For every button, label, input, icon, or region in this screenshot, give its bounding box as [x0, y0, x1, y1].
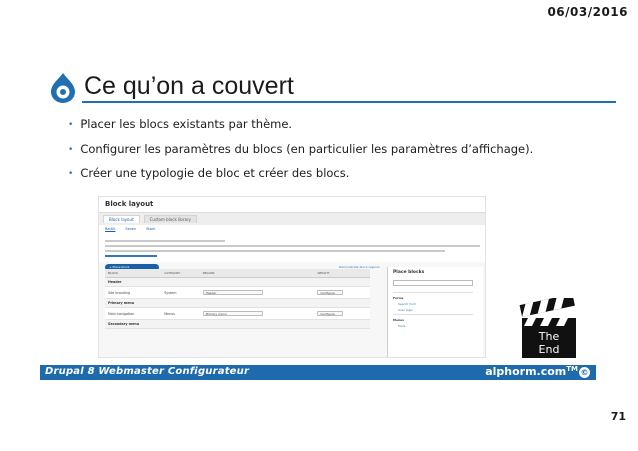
- region-row: [105, 299, 370, 308]
- column-header: BLOCK: [105, 269, 161, 278]
- configure-button: Configure: [317, 290, 343, 295]
- region-cell: [200, 287, 315, 299]
- title-row: [48, 72, 568, 104]
- copyright-icon: ©: [580, 368, 589, 377]
- brand-name: alphorm.com: [485, 365, 567, 378]
- title-underline: [82, 101, 616, 103]
- block-category: System: [161, 287, 199, 299]
- demonstrate-regions-link: Demonstrate block regions: [339, 265, 380, 269]
- panel-link: Tools: [398, 324, 406, 328]
- bullet-list: [68, 117, 533, 191]
- blocks-table: [105, 269, 370, 329]
- block-layout-screenshot: [98, 196, 486, 358]
- panel-search-input: [393, 280, 473, 286]
- bullet-text: Configurer les paramètres du blocs (en particulier les paramètres d’affichage).: [80, 141, 534, 156]
- region-row: [105, 278, 370, 287]
- panel-link: Search form: [398, 302, 417, 306]
- divider: [393, 292, 473, 293]
- screenshot-heading: Block layout: [99, 197, 485, 213]
- slide-title: Ce qu’on a couvert: [84, 72, 294, 100]
- panel-link: User login: [398, 308, 414, 312]
- table-row: [105, 287, 370, 299]
- region-label: Secondary menu: [105, 320, 370, 329]
- column-header: CATEGORY: [161, 269, 199, 278]
- bullet-text: Placer les blocs existants par thème.: [80, 117, 293, 131]
- theme-subtabs: [99, 225, 485, 235]
- bullet-icon: •: [68, 169, 74, 179]
- bullet-text: Créer une typologie de bloc et créer des blocs.: [80, 166, 350, 180]
- slide-date: 06/03/2016: [547, 5, 628, 19]
- drupal-logo-icon: [48, 72, 78, 104]
- clapper-line-1: The: [538, 330, 560, 343]
- table-row: [105, 308, 370, 320]
- course-name: Drupal 8 Webmaster Configurateur: [45, 366, 250, 377]
- column-header: REGION: [200, 269, 315, 278]
- panel-title: Place blocks: [393, 270, 425, 275]
- subtab-bartik: Bartik: [105, 227, 116, 231]
- footer-bar: [40, 365, 596, 380]
- table-header-row: [105, 269, 370, 278]
- text-line: [105, 250, 445, 252]
- configure-button: Configure: [317, 311, 343, 316]
- column-header: WEIGHT: [314, 269, 370, 278]
- region-label: Header: [105, 278, 370, 287]
- trademark-mark: TM: [566, 365, 578, 373]
- clapper-line-2: End: [538, 343, 560, 356]
- bullet-item: [68, 166, 533, 180]
- tab-block-layout: Block layout: [103, 215, 140, 223]
- blocks-table-wrap: [105, 269, 370, 329]
- op-cell: [314, 287, 370, 299]
- bullet-item: [68, 142, 533, 156]
- brand-logo: [485, 365, 590, 378]
- screenshot-description: [99, 235, 485, 262]
- place-blocks-panel: [387, 267, 483, 358]
- block-name: Main navigation: [105, 308, 161, 320]
- bullet-item: [68, 117, 533, 131]
- region-cell: [200, 308, 315, 320]
- text-line: [105, 245, 480, 247]
- region-row: [105, 320, 370, 329]
- region-select: Primary menu: [203, 311, 263, 316]
- demo-regions-link: [105, 255, 157, 257]
- tab-custom-block-library: Custom block library: [144, 215, 197, 223]
- subtab-seven: Seven: [125, 227, 137, 231]
- page-number: 71: [610, 410, 626, 423]
- panel-group: Forms: [393, 296, 404, 300]
- divider: [393, 314, 473, 315]
- subtab-stark: Stark: [146, 227, 156, 231]
- block-name: Site branding: [105, 287, 161, 299]
- bullet-icon: •: [68, 120, 74, 130]
- region-label: Primary menu: [105, 299, 370, 308]
- panel-group: Menus: [393, 318, 405, 322]
- op-cell: [314, 308, 370, 320]
- block-category: Menus: [161, 308, 199, 320]
- text-line: [105, 240, 225, 242]
- region-select: Header: [203, 290, 263, 295]
- bullet-icon: •: [68, 144, 74, 155]
- screenshot-tabs: [99, 213, 485, 225]
- clapperboard-icon: [518, 298, 580, 360]
- place-block-button: + Place block: [105, 264, 159, 271]
